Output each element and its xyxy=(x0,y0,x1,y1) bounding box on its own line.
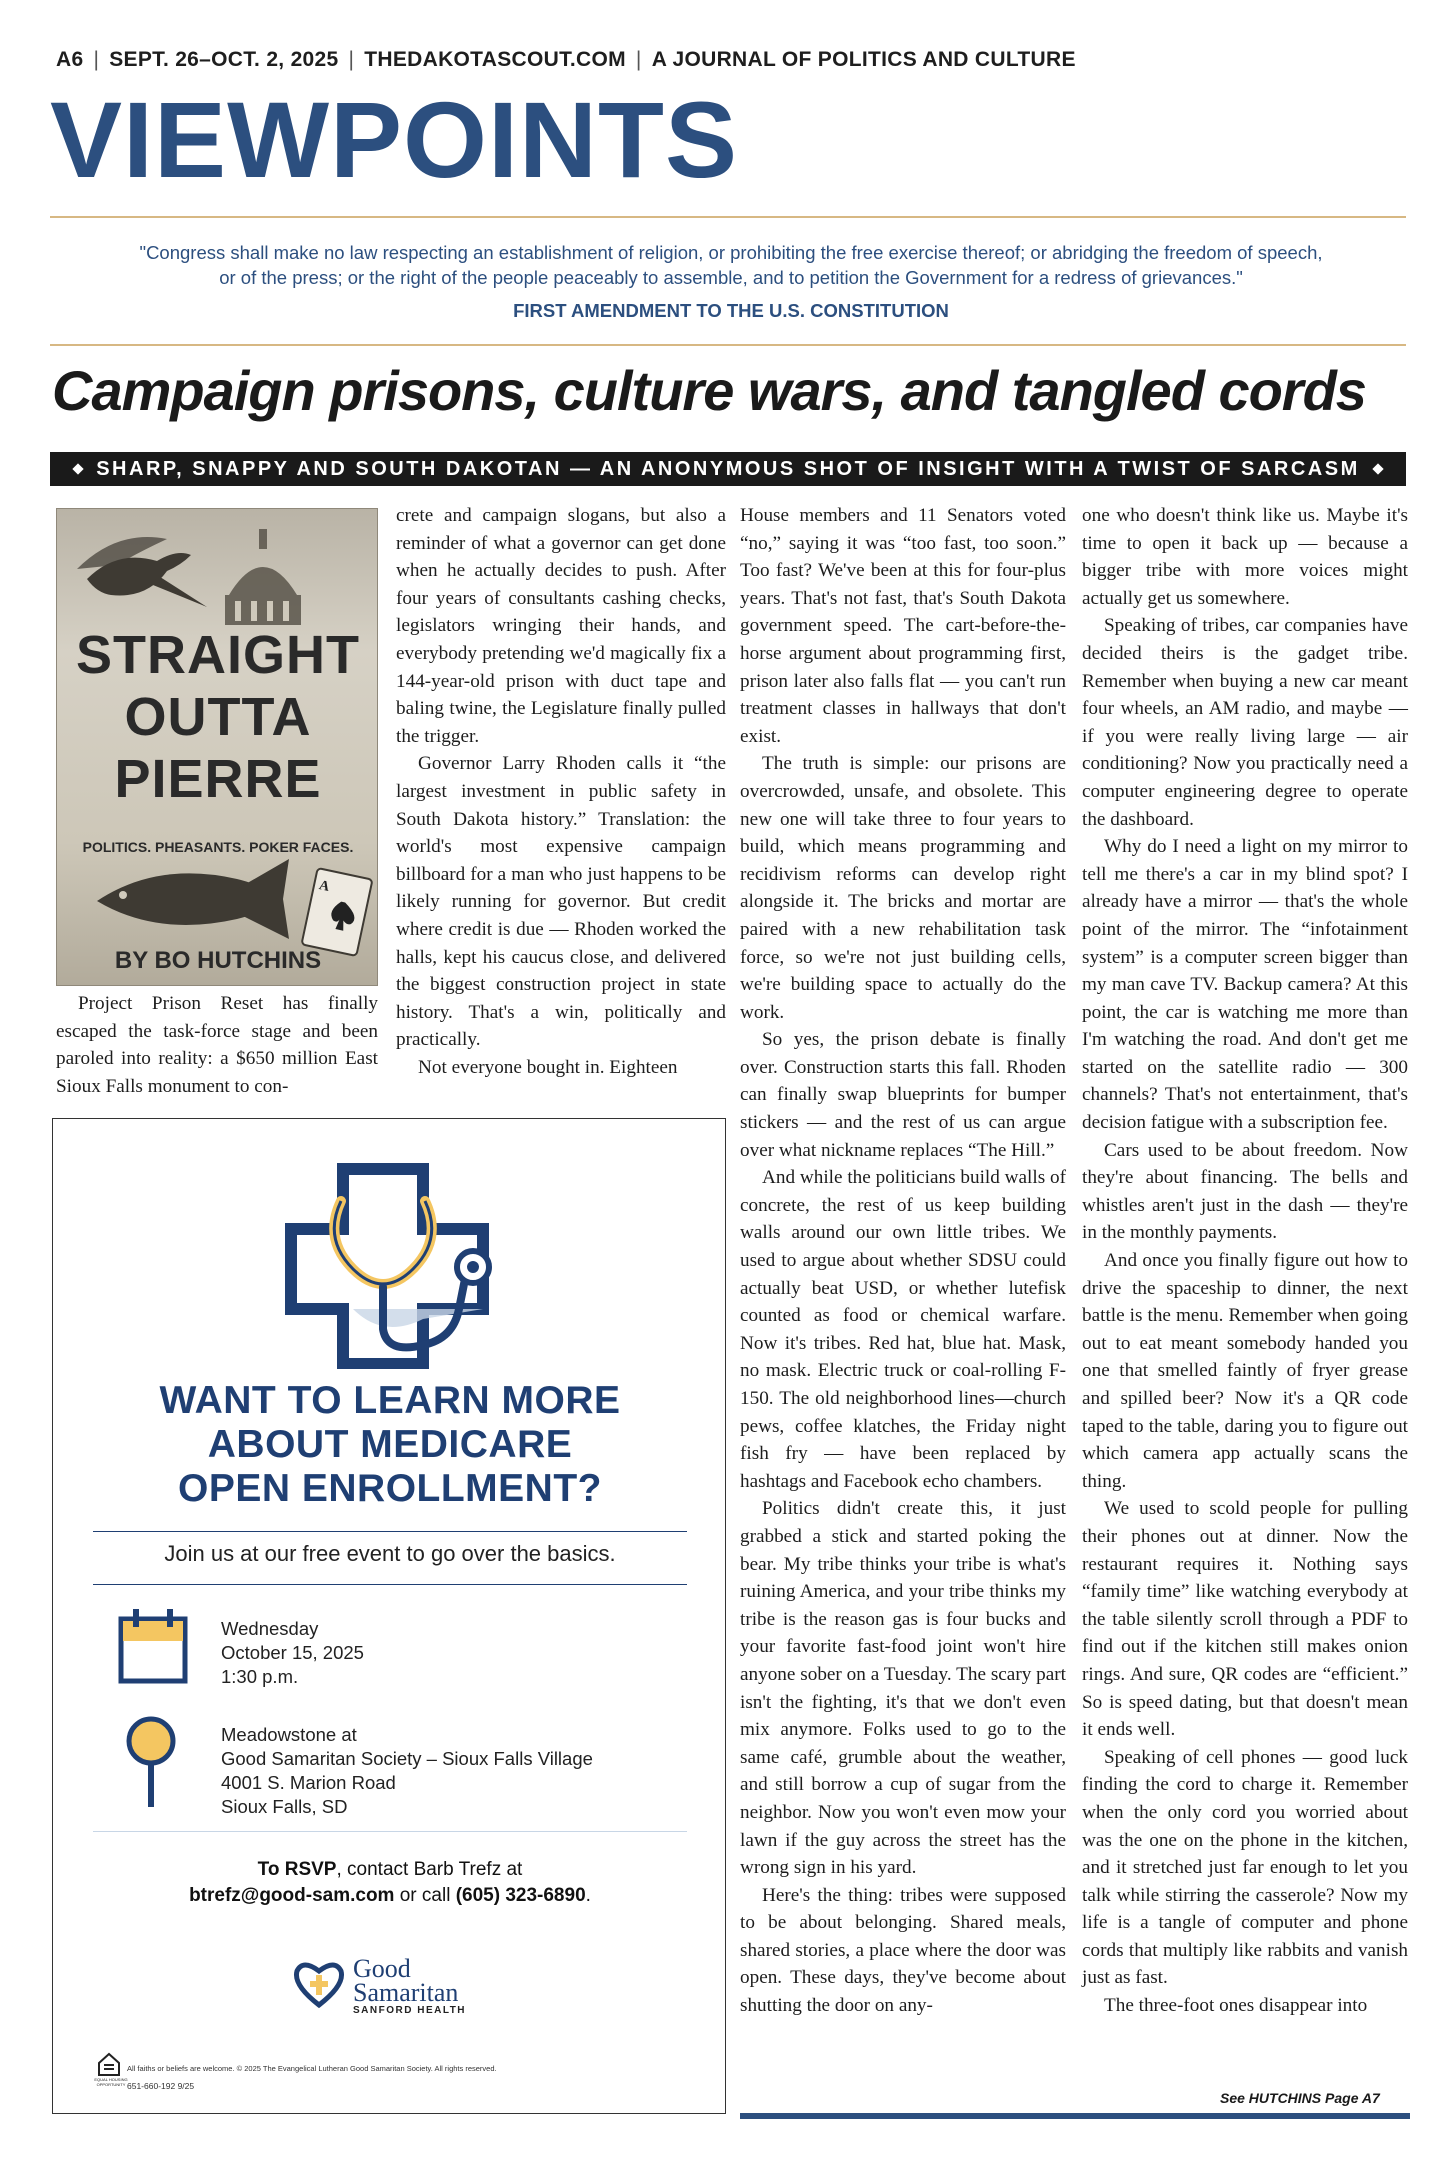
paragraph: Why do I need a light on my mirror to tell me there's a car in my blind spot? I already have a mirror — that's the whole point of the mirror. The “infotainment system” is a computer screen bigger than my man cave TV. Backup camera? At this point, the car is watching me more than I'm watching the road. And don't get me started on the satellite radio — 300 channels? That's not entertainment, that's decision fatigue with a subscription fee. xyxy=(1082,836,1408,1134)
paragraph: Speaking of tribes, car companies have decided theirs is the gadget tribe. Remember when buying a new car meant four wheels, an AM radio, and maybe — if you were really living large — air conditioning? Now you practically need a computer engineering degree to operate the dashboard. xyxy=(1082,615,1408,830)
tagline: A JOURNAL OF POLITICS AND CULTURE xyxy=(651,48,1076,71)
article-column-3 xyxy=(740,502,1066,2020)
paragraph: crete and campaign slogans, but also a reminder of what a governor can get done when he actually decides to push. After four years of consultants cashing checks, legislators wringing their hands, and everybody pretending we'd magically fix a 144-year-old prison with duct tape and baling twine, the Legislature finally pulled the trigger. xyxy=(396,505,726,747)
paragraph: Project Prison Reset has finally escaped the task-force stage and been paroled into reality: a $650 million East Sioux Falls monument to con- xyxy=(56,993,378,1097)
quote-line-2: or of the press; or the right of the people peaceably to assemble, and to petition the Government for a redress of grievances." xyxy=(219,267,1243,288)
paragraph: And once you finally figure out how to drive the spaceship to dinner, the next battle is the menu. Remember when going out to eat meant somebody handed you one that smelled faintly of fryer grease and spilled beer? Now it's a QR code taped to the table, daring you to figure out which camera app actually scans the thing. xyxy=(1082,1250,1408,1492)
paragraph: Speaking of cell phones — good luck finding the cord to charge it. Remember when the only cord you worried about was the one on the phone in the kitchen, and it stretched just far enough to let you talk while stirring the casserole? Now my life is a tangle of computer and phone cords that multiply like rabbits and vanish just as fast. xyxy=(1082,1746,1408,1989)
book-tagline: POLITICS. PHEASANTS. POKER FACES. xyxy=(82,839,354,855)
masthead: A6 | SEPT. 26–OCT. 2, 2025 | THEDAKOTASCOUT.COM | A JOURNAL OF POLITICS AND CULTURE xyxy=(56,48,1076,71)
capitol-dome-icon xyxy=(225,529,301,625)
diamond-icon xyxy=(1372,463,1383,474)
map-pin-icon xyxy=(121,1715,181,1811)
event-time: 1:30 p.m. xyxy=(221,1666,299,1687)
first-amendment-quote xyxy=(56,240,1406,290)
paragraph: Cars used to be about freedom. Now they're about financing. The bells and whistles aren't just in the dash — they're in the monthly payments. xyxy=(1082,1139,1408,1244)
headline: Campaign prisons, culture wars, and tangled cords xyxy=(52,359,1366,422)
event-day: Wednesday xyxy=(221,1618,319,1639)
paragraph: Politics didn't create this, it just grabbed a stick and started poking the bear. My tribe thinks your tribe is what's ruining America, and your tribe thinks my tribe is the reason gas is four bucks and your favorite fast-food joint won't hire anyone sober on a Tuesday. The scary part isn't the fighting, it's that we don't even mix anymore. Folks used to go to the same café, grumble about the weather, and still borrow a cup of sugar from the neighbor. Now you won't even mow your lawn if the guy across the street has the wrong sign in his yard. xyxy=(740,1498,1066,1879)
rsvp-label: To RSVP xyxy=(257,1859,337,1880)
medicare-advertisement[interactable] xyxy=(52,1118,726,2114)
rsvp-contact: , contact Barb Trefz at xyxy=(336,1859,523,1880)
ad-divider xyxy=(93,1584,687,1585)
good-samaritan-heart-logo-icon xyxy=(291,1959,347,2009)
kicker-text: SHARP, SNAPPY AND SOUTH DAKOTAN — AN ANONYMOUS SHOT OF INSIGHT WITH A TWIST OF SARCASM xyxy=(96,457,1360,480)
continued-jump[interactable]: See HUTCHINS Page A7 xyxy=(1220,2090,1380,2106)
logo-word-1: Good xyxy=(353,1954,411,1983)
paragraph: So yes, the prison debate is finally over. Construction starts this fall. Rhoden can finally swap blueprints for bumper stickers — and the rest of us can argue over what nickname replaces “The Hill.” xyxy=(740,1029,1066,1161)
ad-headline xyxy=(53,1379,727,1511)
bottom-rule xyxy=(740,2113,1410,2119)
paragraph: Governor Larry Rhoden calls it “the largest investment in public safety in South Dakota history.” Translation: the world's most expensive campaign billboard for a man who just happens to be likely running for governor. But credit where credit is due — Rhoden worked the halls, kept his caucus close, and delivered the biggest construction project in state history. That's a win, politically and practically. xyxy=(396,753,726,1051)
paragraph: Not everyone bought in. Eighteen xyxy=(418,1056,678,1078)
ad-code: 651-660-192 9/25 xyxy=(127,2081,195,2091)
book-author: BY BO HUTCHINS xyxy=(114,947,322,974)
rsvp-or-call: or call xyxy=(394,1885,456,1906)
book-cover-image xyxy=(56,508,378,986)
equal-housing-icon xyxy=(97,2051,121,2077)
book-title xyxy=(57,624,378,810)
ad-fine-print: All faiths or beliefs are welcome. © 2025 The Evangelical Lutheran Good Samaritan Society. All rights reserved. xyxy=(127,2064,497,2073)
article-column-4 xyxy=(1082,502,1408,2020)
event-address: 4001 S. Marion Road xyxy=(221,1772,396,1793)
paragraph: We used to scold people for pulling their phones out at dinner. Now the restaurant requires it. Nothing says “family time” like watching everybody at the table silently scroll through a PDF to find out if the kitchen still makes onion rings. And sure, QR codes are “efficient.” So is speed dating, but that doesn't mean it ends well. xyxy=(1082,1498,1408,1741)
ad-headline-line-3: OPEN ENROLLMENT? xyxy=(178,1467,602,1510)
issue-dates: SEPT. 26–OCT. 2, 2025 xyxy=(109,48,339,71)
logo-word-2: Samaritan xyxy=(353,1978,459,2007)
rsvp-phone[interactable]: (605) 323-6890 xyxy=(455,1885,586,1906)
ad-divider xyxy=(93,1531,687,1532)
section-title: VIEWPOINTS xyxy=(50,79,739,200)
rsvp-email[interactable]: btrefz@good-sam.com xyxy=(189,1885,395,1906)
equal-housing-label: EQUAL HOUSING OPPORTUNITY xyxy=(94,2077,128,2087)
ad-subhead: Join us at our free event to go over the basics. xyxy=(164,1541,616,1566)
event-city: Sioux Falls, SD xyxy=(221,1796,348,1817)
paragraph: The truth is simple: our prisons are overcrowded, unsafe, and obsolete. This new one will take three to four years to build, which means programming and recidivism reforms can develop right alongside it. The bricks and mortar are paired with a new rehabilitation task force, so we're not just building cells, we're building space to actually do the work. xyxy=(740,753,1066,1023)
card-rank: A xyxy=(317,878,331,895)
diamond-icon xyxy=(73,463,84,474)
rsvp-line-2 xyxy=(53,1885,727,1907)
quote-source: FIRST AMENDMENT TO THE U.S. CONSTITUTION xyxy=(513,300,949,321)
ad-headline-line-2: ABOUT MEDICARE xyxy=(207,1423,573,1466)
book-title-line-2: OUTTA xyxy=(124,687,312,747)
fish-icon xyxy=(97,859,289,939)
event-org: Good Samaritan Society – Sioux Falls Village xyxy=(221,1748,593,1769)
ad-divider xyxy=(93,1831,687,1832)
site-url[interactable]: THEDAKOTASCOUT.COM xyxy=(364,48,626,71)
book-title-line-1: STRAIGHT xyxy=(76,625,360,685)
paragraph: Here's the thing: tribes were supposed to be about belonging. Shared meals, shared stories, a place where the door was open. These days, they've become about shutting the door on any- xyxy=(740,1884,1066,2017)
playing-card-icon xyxy=(302,868,373,956)
book-title-line-3: PIERRE xyxy=(114,749,322,809)
good-samaritan-logo xyxy=(353,1954,467,2016)
quote-line-1: "Congress shall make no law respecting an establishment of religion, or prohibiting the free exercise thereof; or abridging the freedom of speech, xyxy=(139,242,1323,263)
article-column-2 xyxy=(396,502,726,1081)
paragraph: House members and 11 Senators voted “no,” saying it was “too fast, too soon.” Too fast? We've been at this for four-plus years. That's not fast, that's South Dakota government speed. The cart-before-the-horse argument about programming first, prison later also falls flat — you can't run treatment classes in hallways that don't exist. xyxy=(740,505,1066,747)
rsvp-line-1 xyxy=(53,1859,727,1881)
event-location-block xyxy=(221,1723,593,1819)
paragraph: And while the politicians build walls of concrete, the rest of us keep building walls around our own little tribes. We used to argue about whether SDSU could actually beat USD, or whether lutefisk counted as food or chemical warfare. Now it's tribes. Red hat, blue hat. Mask, no mask. Electric truck or coal-rolling F-150. The old neighborhood lines—church pews, coffee klatches, the Friday night fish fry — have been replaced by hashtags and Facebook echo chambers. xyxy=(740,1167,1066,1492)
paragraph: one who doesn't think like us. Maybe it's time to open it back up — because a bigger tribe with more voices might actually get us somewhere. xyxy=(1082,505,1408,609)
kicker-bar xyxy=(50,452,1406,486)
rsvp-period: . xyxy=(585,1885,591,1906)
gold-rule-top xyxy=(50,216,1406,218)
event-date: October 15, 2025 xyxy=(221,1642,364,1663)
logo-sanford: SANFORD HEALTH xyxy=(353,2005,467,2016)
pheasant-icon xyxy=(77,537,207,607)
gold-rule-bottom xyxy=(50,344,1406,346)
ad-headline-line-1: WANT TO LEARN MORE xyxy=(159,1379,621,1422)
event-venue: Meadowstone at xyxy=(221,1724,357,1745)
page-number: A6 xyxy=(56,48,84,71)
event-date-block xyxy=(221,1617,364,1689)
medical-cross-stethoscope-icon xyxy=(283,1159,523,1369)
article-column-1 xyxy=(56,990,378,1100)
calendar-icon xyxy=(115,1607,191,1687)
paragraph: The three-foot ones disappear into xyxy=(1104,1995,1368,2017)
